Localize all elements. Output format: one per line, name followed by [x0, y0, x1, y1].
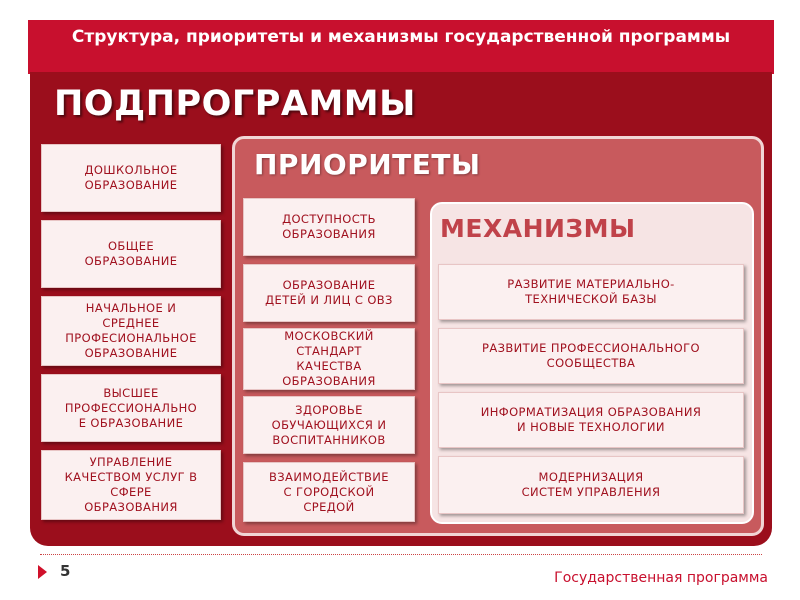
footer-program-name: Государственная программа	[554, 570, 768, 586]
mechanism-label: РАЗВИТИЕ ПРОФЕССИОНАЛЬНОГО СООБЩЕСТВА	[482, 341, 700, 370]
subprogram-label: ВЫСШЕЕ ПРОФЕССИОНАЛЬНО Е ОБРАЗОВАНИЕ	[64, 385, 198, 430]
priority-label: ЗДОРОВЬЕ ОБУЧАЮЩИХСЯ И ВОСПИТАННИКОВ	[271, 402, 387, 447]
subprogram-card-quality	[41, 450, 221, 520]
priority-label: ОБРАЗОВАНИЕ ДЕТЕЙ И ЛИЦ С ОВЗ	[265, 278, 393, 307]
mechanism-label: ИНФОРМАТИЗАЦИЯ ОБРАЗОВАНИЯ И НОВЫЕ ТЕХНОЛОГИИ	[480, 405, 702, 434]
subprogram-label: ДОШКОЛЬНОЕ ОБРАЗОВАНИЕ	[84, 163, 178, 192]
priority-label: МОСКОВСКИЙ СТАНДАРТ КАЧЕСТВА ОБРАЗОВАНИЯ	[282, 329, 376, 388]
slide-title: Структура, приоритеты и механизмы государственной программы	[71, 27, 731, 47]
subprogram-card-general	[41, 220, 221, 288]
priority-card-special-needs	[243, 264, 415, 322]
priority-card-accessibility	[243, 198, 415, 256]
subprogram-card-vocational	[41, 296, 221, 366]
mechanism-card-management-modernization	[438, 456, 744, 514]
subprogram-card-preschool	[41, 144, 221, 212]
mechanism-label: МОДЕРНИЗАЦИЯ СИСТЕМ УПРАВЛЕНИЯ	[521, 470, 661, 499]
priority-card-health	[243, 396, 415, 454]
priority-label: ДОСТУПНОСТЬ ОБРАЗОВАНИЯ	[282, 212, 376, 241]
priorities-title: ПРИОРИТЕТЫ	[254, 148, 481, 181]
priority-card-moscow-standard	[243, 328, 415, 390]
priority-card-city-interaction	[243, 462, 415, 522]
mechanisms-title: МЕХАНИЗМЫ	[440, 214, 636, 243]
mechanism-card-informatization	[438, 392, 744, 448]
mechanism-card-material-base	[438, 264, 744, 320]
subprogram-label: НАЧАЛЬНОЕ И СРЕДНЕЕ ПРОФЕСИОНАЛЬНОЕ ОБРАЗОВАНИЕ	[65, 301, 197, 360]
subprogram-label: ОБЩЕЕ ОБРАЗОВАНИЕ	[84, 239, 178, 268]
priority-label: ВЗАИМОДЕЙСТВИЕ С ГОРОДСКОЙ СРЕДОЙ	[269, 469, 389, 514]
triangle-right-icon	[38, 565, 47, 579]
page-number: 5	[60, 562, 71, 580]
slide-header	[28, 20, 774, 74]
mechanism-card-professional-community	[438, 328, 744, 384]
mechanism-label: РАЗВИТИЕ МАТЕРИАЛЬНО- ТЕХНИЧЕСКОЙ БАЗЫ	[507, 277, 675, 306]
subprogram-label: УПРАВЛЕНИЕ КАЧЕСТВОМ УСЛУГ В СФЕРЕ ОБРАЗОВАНИЯ	[64, 455, 198, 514]
subprogram-card-higher	[41, 374, 221, 442]
footer-divider	[40, 554, 762, 555]
subprograms-title: ПОДПРОГРАММЫ	[54, 84, 416, 124]
